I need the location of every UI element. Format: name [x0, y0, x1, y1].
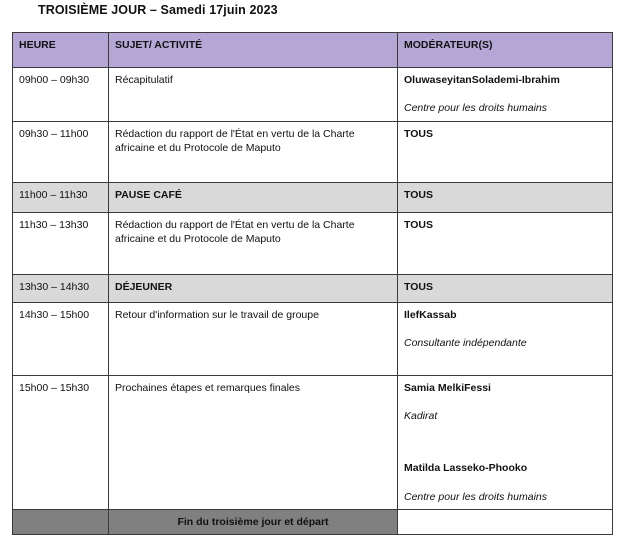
footer-row	[13, 509, 613, 534]
moderator-name: TOUS	[404, 189, 433, 201]
moderator-name: Samia MelkiFessi	[404, 382, 491, 394]
moderator-org: Centre pour les droits humains	[404, 102, 547, 115]
row-topic: Rédaction du rapport de l'État en vertu de la Charte africaine et du Protocole de Maputo	[109, 213, 398, 275]
moderator-name: TOUS	[404, 219, 433, 231]
table-row	[13, 68, 613, 122]
footer-empty-cell	[13, 509, 109, 534]
header-moderator: MODÉRATEUR(S)	[398, 33, 613, 68]
moderator-name-2: Matilda Lasseko-Phooko	[404, 462, 528, 475]
moderator-name: IlefKassab	[404, 309, 457, 321]
moderator-name: TOUS	[404, 128, 433, 140]
row-time: 09h30 – 11h00	[13, 122, 109, 183]
row-time: 13h30 – 14h30	[13, 275, 109, 303]
moderator-org: Kadirat	[404, 410, 438, 423]
table-row	[13, 183, 613, 213]
moderator-org-2: Centre pour les droits humains	[404, 490, 547, 503]
agenda-table	[12, 32, 613, 535]
table-row	[13, 303, 613, 376]
row-topic: PAUSE CAFÉ	[109, 183, 398, 213]
footer-empty-cell	[398, 509, 613, 534]
row-moderator	[398, 213, 613, 275]
row-topic: DÉJEUNER	[109, 275, 398, 303]
row-topic: Récapitulatif	[109, 68, 398, 122]
header-time: HEURE	[13, 33, 109, 68]
table-row	[13, 213, 613, 275]
table-header-row	[13, 33, 613, 68]
table-row	[13, 275, 613, 303]
row-moderator	[398, 122, 613, 183]
row-moderator	[398, 376, 613, 510]
moderator-org: Consultante indépendante	[404, 337, 527, 350]
header-topic: SUJET/ ACTIVITÉ	[109, 33, 398, 68]
row-moderator	[398, 68, 613, 122]
table-row	[13, 376, 613, 510]
moderator-name: TOUS	[404, 281, 433, 293]
page-title: TROISIÈME JOUR – Samedi 17juin 2023	[38, 3, 278, 17]
row-topic: Rédaction du rapport de l'État en vertu de la Charte africaine et du Protocole de Maputo	[109, 122, 398, 183]
footer-text: Fin du troisième jour et départ	[109, 509, 398, 534]
row-topic: Retour d'information sur le travail de groupe	[109, 303, 398, 376]
row-time: 11h00 – 11h30	[13, 183, 109, 213]
row-time: 14h30 – 15h00	[13, 303, 109, 376]
moderator-name: OluwaseyitanSolademi-Ibrahim	[404, 74, 560, 86]
row-time: 09h00 – 09h30	[13, 68, 109, 122]
row-topic: Prochaines étapes et remarques finales	[109, 376, 398, 510]
row-moderator	[398, 303, 613, 376]
row-time: 11h30 – 13h30	[13, 213, 109, 275]
row-moderator	[398, 275, 613, 303]
row-moderator	[398, 183, 613, 213]
row-time: 15h00 – 15h30	[13, 376, 109, 510]
table-row	[13, 122, 613, 183]
